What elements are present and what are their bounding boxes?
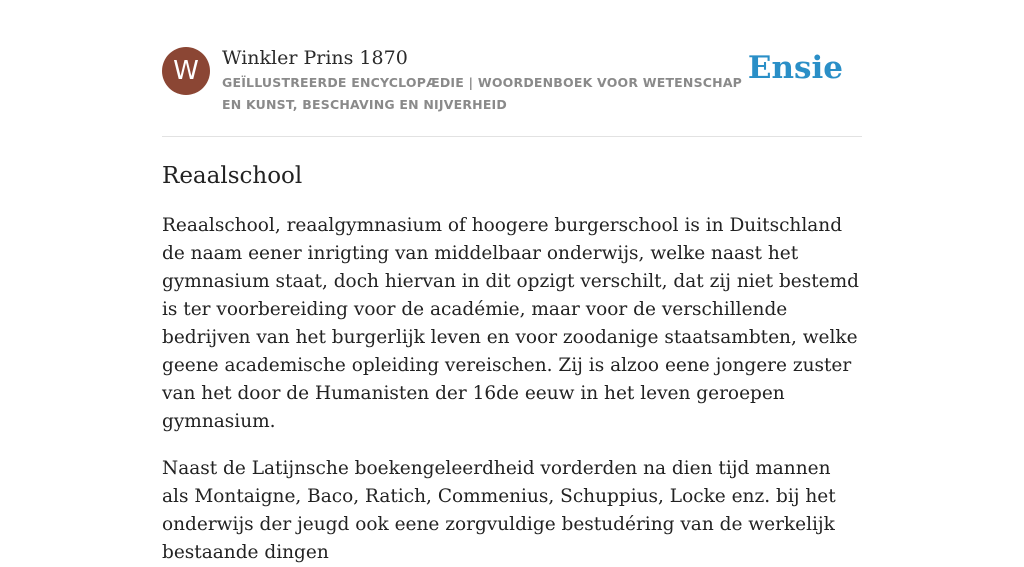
article-paragraph: Naast de Latijnsche boekengeleerdheid vorderden na dien tijd mannen als Montaigne, Baco, Ratich, Commenius, Schuppius, Locke enz. bij het onderwijs der jeugd ook eene zorgvuldige bestudéring van de werkelijk bestaande dingen — [162, 458, 836, 563]
source-avatar[interactable]: W — [162, 47, 210, 95]
ensie-logo-link[interactable]: Ensie — [747, 50, 843, 86]
source-header — [162, 0, 862, 137]
source-title[interactable]: Winkler Prins 1870 — [222, 47, 408, 69]
page — [162, 0, 862, 567]
article-paragraph: Reaalschool, reaalgymnasium of hoogere burgerschool is in Duitschland de naam eener inrigting van middelbaar onderwijs, welke naast het gymnasium staat, doch hiervan in dit opzigt verschilt, dat zij niet bestemd is ter voorbereiding voor de académie, maar voor de verschillende bedrijven van het burgerlijk leven en voor zoodanige staatsambten, welke geene academische opleiding vereischen. Zij is alzoo eene jongere zuster van het door de Humanisten der 16de eeuw in het leven geroepen gymnasium. — [162, 215, 859, 432]
article-title: Reaalschool — [162, 163, 303, 189]
source-subtitle: GEÏLLUSTREERDE ENCYCLOPÆDIE | WOORDENBOEK VOOR WETENSCHAP EN KUNST, BESCHAVING EN NIJVERHEID — [222, 75, 743, 112]
source-titles — [222, 44, 752, 116]
